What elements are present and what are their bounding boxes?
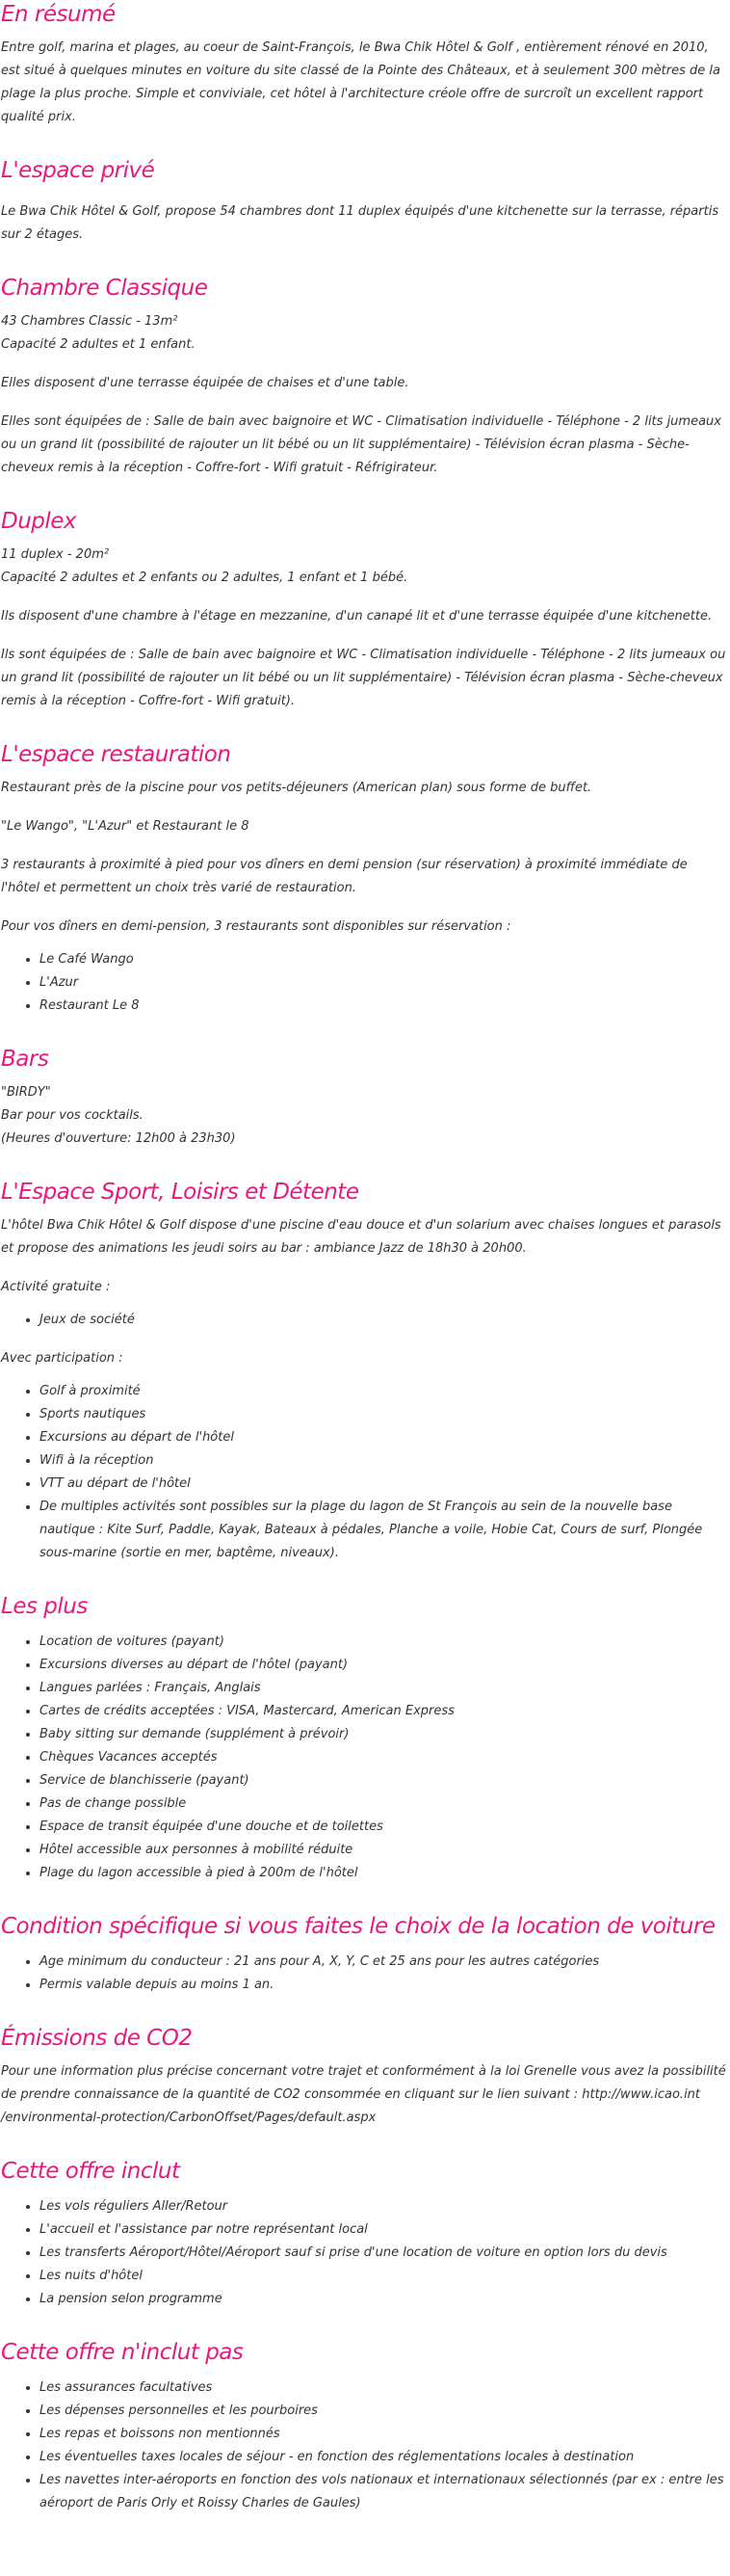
paid-activities-label: Avec participation : bbox=[1, 1351, 123, 1366]
list-item: • Service de blanchisserie (payant) bbox=[39, 1769, 727, 1793]
section-title: Cette offre n'inclut pas bbox=[1, 2340, 244, 2365]
section-included bbox=[1, 2157, 727, 2311]
list-item: • La pension selon programme bbox=[39, 2288, 727, 2311]
list-item: • Sports nautiques bbox=[39, 1403, 727, 1426]
section-title: Condition spécifique si vous faites le choix de la location de voiture bbox=[1, 1914, 716, 1939]
list-item: • Les transferts Aéroport/Hôtel/Aéroport sauf si prise d'une location de voiture en option lors du devis bbox=[39, 2242, 727, 2265]
section-title: L'espace restauration bbox=[1, 742, 231, 767]
list-item: • L'accueil et l'assistance par notre représentant local bbox=[39, 2218, 727, 2242]
section-title: Bars bbox=[1, 1047, 49, 1072]
co2-text: Pour une information plus précise concernant votre trajet et conformément à la loi Grenelle vous avez la possibilité de prendre connaissance de la quantité de CO2 consommée en cliquant sur le lien suivant : http://www.icao.int /environmental-protection/CarbonOffset/Pages/default.aspx bbox=[1, 2064, 726, 2125]
list-item: • Jeux de société bbox=[39, 1309, 727, 1332]
section-extras bbox=[1, 1592, 727, 1885]
section-title: L'Espace Sport, Loisirs et Détente bbox=[1, 1180, 359, 1205]
not-included-list bbox=[1, 2377, 727, 2515]
list-item: • Espace de transit équipée d'une douche et de toilettes bbox=[39, 1816, 727, 1839]
section-not-included bbox=[1, 2338, 727, 2515]
duplex-size: 11 duplex - 20m² bbox=[1, 547, 110, 562]
list-item: • Excursions diverses au départ de l'hôtel (payant) bbox=[39, 1654, 727, 1677]
list-item: • De multiples activités sont possibles sur la plage du lagon de St François au sein de la nouvelle base nautique : Kite Surf, Paddle, Kayak, Bateaux à pédales, Planche a voile, Hobie Cat, Cours de surf, Plongée sous-marine (sortie en mer, baptême, niveaux). bbox=[39, 1496, 727, 1565]
section-summary bbox=[1, 0, 727, 129]
free-activities-list bbox=[1, 1309, 727, 1332]
list-item: • L'Azur bbox=[39, 971, 727, 995]
list-item: • Excursions au départ de l'hôtel bbox=[39, 1426, 727, 1449]
room-terrace: Elles disposent d'une terrasse équipée de chaises et d'une table. bbox=[1, 376, 409, 390]
room-equipment: Elles sont équipées de : Salle de bain avec baignoire et WC - Climatisation individuelle - Téléphone - 2 lits jumeaux ou un grand lit (possibilité de rajouter un lit bébé ou un lit supplémentaire) - Télévision écran plasma - Sèche-cheveux remis à la réception - Coffre-fort - Wifi gratuit - Réfrigirateur. bbox=[1, 414, 721, 475]
section-title: Cette offre inclut bbox=[1, 2159, 180, 2184]
duplex-layout: Ils disposent d'une chambre à l'étage en mezzanine, d'un canapé lit et d'une terrasse équipée d'une kitchenette. bbox=[1, 609, 713, 624]
free-activities-label: Activité gratuite : bbox=[1, 1280, 111, 1294]
car-rental-list bbox=[1, 1951, 727, 1997]
restaurant-list bbox=[1, 948, 727, 1018]
half-board-text: Pour vos dîners en demi-pension, 3 restaurants sont disponibles sur réservation : bbox=[1, 919, 511, 934]
list-item: • Les vols réguliers Aller/Retour bbox=[39, 2195, 727, 2218]
list-item: • Hôtel accessible aux personnes à mobilité réduite bbox=[39, 1839, 727, 1862]
private-space-text: Le Bwa Chik Hôtel & Golf, propose 54 chambres dont 11 duplex équipés d'une kitchenette sur la terrasse, répartis sur 2 étages. bbox=[1, 204, 719, 242]
section-title: Chambre Classique bbox=[1, 276, 208, 301]
list-item: • Les éventuelles taxes locales de séjour - en fonction des réglementations locales à destination bbox=[39, 2446, 727, 2469]
list-item: • Location de voitures (payant) bbox=[39, 1631, 727, 1654]
section-title: En résumé bbox=[1, 2, 116, 27]
list-item: • Wifi à la réception bbox=[39, 1449, 727, 1473]
room-capacity: Capacité 2 adultes et 1 enfant. bbox=[1, 337, 196, 352]
section-classic-room bbox=[1, 274, 727, 480]
section-car-rental-conditions bbox=[1, 1912, 727, 1997]
section-co2-emissions bbox=[1, 2024, 727, 2130]
section-duplex bbox=[1, 507, 727, 713]
restaurant-info: 3 restaurants à proximité à pied pour vos dîners en demi pension (sur réservation) à proximité immédiate de l'hôtel et permettent un choix très varié de restauration. bbox=[1, 858, 688, 895]
paid-activities-list bbox=[1, 1380, 727, 1565]
list-item: • Chèques Vacances acceptés bbox=[39, 1746, 727, 1769]
section-sport-leisure bbox=[1, 1178, 727, 1565]
list-item: • Les repas et boissons non mentionnés bbox=[39, 2423, 727, 2446]
list-item: • VTT au départ de l'hôtel bbox=[39, 1473, 727, 1496]
summary-text: Entre golf, marina et plages, au coeur de Saint-François, le Bwa Chik Hôtel & Golf , entièrement rénové en 2010, est situé à quelques minutes en voiture du site classé de la Pointe des Châteaux, et à seulement 300 mètres de la plage la plus proche. Simple et conviviale, cet hôtel à l'architecture créole offre de surcroît un excellent rapport qualité prix. bbox=[1, 40, 720, 124]
sport-intro: L'hôtel Bwa Chik Hôtel & Golf dispose d'une piscine d'eau douce et d'un solarium avec chaises longues et parasols et propose des animations les jeudi soirs au bar : ambiance Jazz de 18h30 à 20h00. bbox=[1, 1218, 721, 1256]
list-item: • Cartes de crédits acceptées : VISA, Mastercard, American Express bbox=[39, 1700, 727, 1723]
section-title: L'espace privé bbox=[1, 158, 155, 183]
list-item: • Les dépenses personnelles et les pourboires bbox=[39, 2400, 727, 2423]
list-item: • Le Café Wango bbox=[39, 948, 727, 971]
room-size: 43 Chambres Classic - 13m² bbox=[1, 314, 178, 329]
extras-list bbox=[1, 1631, 727, 1885]
section-bars bbox=[1, 1045, 727, 1151]
restaurant-names: "Le Wango", "L'Azur" et Restaurant le 8 bbox=[1, 819, 249, 834]
duplex-capacity: Capacité 2 adultes et 2 enfants ou 2 adultes, 1 enfant et 1 bébé. bbox=[1, 571, 408, 585]
duplex-equipment: Ils sont équipées de : Salle de bain avec baignoire et WC - Climatisation individuelle - Téléphone - 2 lits jumeaux ou un grand lit (possibilité de rajouter un lit bébé ou un lit supplémentaire) - Télévision écran plasma - Sèche-cheveux remis à la réception - Coffre-fort - Wifi gratuit). bbox=[1, 648, 726, 708]
list-item: • Les assurances facultatives bbox=[39, 2377, 727, 2400]
list-item: • Langues parlées : Français, Anglais bbox=[39, 1677, 727, 1700]
included-list bbox=[1, 2195, 727, 2311]
list-item: • Les nuits d'hôtel bbox=[39, 2265, 727, 2288]
section-private-space bbox=[1, 156, 727, 247]
section-title: Duplex bbox=[1, 509, 77, 534]
list-item: • Baby sitting sur demande (supplément à prévoir) bbox=[39, 1723, 727, 1746]
list-item: • Permis valable depuis au moins 1 an. bbox=[39, 1974, 727, 1997]
list-item: • Pas de change possible bbox=[39, 1793, 727, 1816]
list-item: • Restaurant Le 8 bbox=[39, 995, 727, 1018]
section-title: Émissions de CO2 bbox=[1, 2026, 193, 2051]
bar-hours: (Heures d'ouverture: 12h00 à 23h30) bbox=[1, 1131, 236, 1146]
breakfast-text: Restaurant près de la piscine pour vos petits-déjeuners (American plan) sous forme de buffet. bbox=[1, 781, 592, 795]
section-title: Les plus bbox=[1, 1594, 88, 1619]
bar-description: Bar pour vos cocktails. bbox=[1, 1108, 143, 1123]
list-item: • Les navettes inter-aéroports en fonction des vols nationaux et internationaux sélectionnés (par ex : entre les aéroport de Paris Orly et Roissy Charles de Gaules) bbox=[39, 2469, 727, 2515]
list-item: • Plage du lagon accessible à pied à 200m de l'hôtel bbox=[39, 1862, 727, 1885]
bar-name: "BIRDY" bbox=[1, 1085, 51, 1100]
list-item: • Golf à proximité bbox=[39, 1380, 727, 1403]
list-item: • Age minimum du conducteur : 21 ans pour A, X, Y, C et 25 ans pour les autres catégories bbox=[39, 1951, 727, 1974]
section-restaurants bbox=[1, 740, 727, 1018]
